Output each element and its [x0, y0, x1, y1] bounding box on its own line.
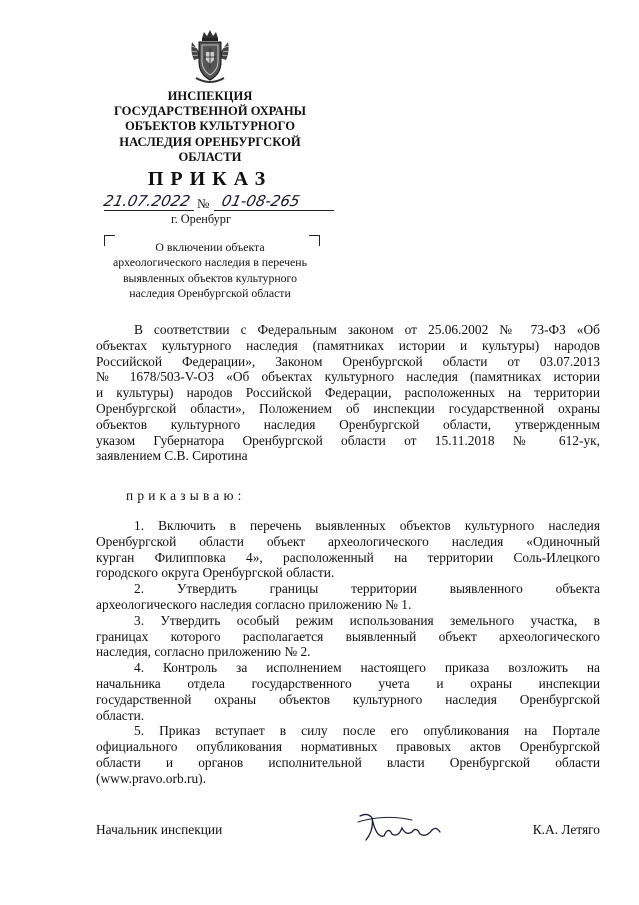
preamble-line: указом Губернатора Оренбургской области от 15.11.2018 № 612-ук,: [96, 432, 600, 448]
preamble-line: заявлением С.В. Сиротина: [96, 448, 248, 464]
preamble: [96, 322, 600, 464]
order-date: 21.07.2022: [102, 192, 192, 210]
preamble-line: объектах культурного наследия (памятниках истории и культуры) народов: [96, 337, 600, 353]
item-line: государственной охраны объектов культурного наследия Оренбургской: [96, 691, 600, 707]
item-line: начальника отдела государственного учета и охраны инспекции: [96, 675, 600, 691]
item-line: 3. Утвердить особый режим использования земельного участка, в: [134, 612, 600, 628]
item-line: археологического наследия согласно приложению № 1.: [96, 596, 412, 612]
item-line: Оренбургской области объект археологического наследия «Одиночный: [96, 533, 600, 549]
order-item: [96, 723, 600, 786]
subject-line: выявленных объектов культурного: [122, 270, 297, 285]
signature-block: [96, 822, 600, 852]
item-line: наследия, согласно приложению № 2.: [96, 644, 311, 660]
item-line: границах которого располагается выявленный объект археологического: [96, 628, 600, 644]
orders-word: приказываю:: [126, 488, 246, 503]
order-item: [96, 581, 600, 613]
item-line: официального опубликования нормативных правовых актов Оренбургской: [96, 739, 600, 755]
signer-name: К.А. Летяго: [532, 822, 600, 837]
preamble-line: № 1678/503-V-ОЗ «Об объектах культурного наследия (памятниках истории: [96, 369, 600, 385]
subject-line: О включении объекта: [155, 240, 265, 254]
agency-line: ОБЪЕКТОВ КУЛЬТУРНОГО: [124, 119, 296, 134]
item-line: 2. Утвердить границы территории выявленного объекта: [134, 581, 600, 597]
order-subject: [90, 240, 330, 301]
item-line: области.: [96, 707, 145, 723]
item-line: области и органов исполнительной власти Оренбургской области: [96, 754, 600, 770]
preamble-line: и культуры) народов Российской Федерации, расположенных на территории: [96, 385, 600, 401]
order-number: 01-08-265: [220, 192, 302, 210]
number-sign: №: [197, 196, 210, 211]
item-line: (www.pravo.orb.ru).: [96, 770, 206, 786]
handwritten-signature-icon: [354, 808, 446, 846]
order-item: [96, 660, 600, 723]
preamble-line: объектов культурного наследия Оренбургской области, утвержденным: [96, 416, 600, 432]
order-items: [96, 518, 600, 787]
agency-line: ОБЛАСТИ: [178, 149, 242, 164]
city: г. Оренбург: [171, 212, 232, 226]
preamble-line: Оренбургской области», Положением об инспекции государственной охраны: [96, 400, 600, 416]
date-underline: [104, 210, 194, 211]
number-underline: [214, 210, 334, 211]
signer-position: Начальник инспекции: [96, 822, 223, 837]
preamble-line: В соответствии с Федеральным законом от 25.06.2002 № 73-ФЗ «Об: [134, 322, 600, 337]
item-line: 5. Приказ вступает в силу после его опубликования на Портале: [134, 723, 600, 739]
item-line: 1. Включить в перечень выявленных объектов культурного наследия: [134, 518, 600, 533]
coat-of-arms-icon: [188, 28, 232, 86]
order-item: [96, 613, 600, 660]
agency-line: ГОСУДАРСТВЕННОЙ ОХРАНЫ: [113, 104, 307, 119]
agency-line: ИНСПЕКЦИЯ: [167, 89, 253, 103]
preamble-line: Российской Федерации», Законом Оренбургской области от 03.07.2013: [96, 353, 600, 369]
agency-name: [95, 89, 325, 165]
order-title: ПРИКАЗ: [147, 168, 273, 190]
item-line: 4. Контроль за исполнением настоящего приказа возложить на: [134, 660, 600, 676]
subject-line: наследия Оренбургской области: [129, 285, 291, 300]
subject-line: археологического наследия в перечень: [113, 255, 307, 270]
agency-line: НАСЛЕДИЯ ОРЕНБУРГСКОЙ: [119, 134, 301, 149]
order-item: [96, 518, 600, 581]
item-line: городского округа Оренбургской области.: [96, 565, 335, 581]
item-line: курган Филипповка 4», расположенный на территории Соль-Илецкого: [96, 549, 600, 565]
